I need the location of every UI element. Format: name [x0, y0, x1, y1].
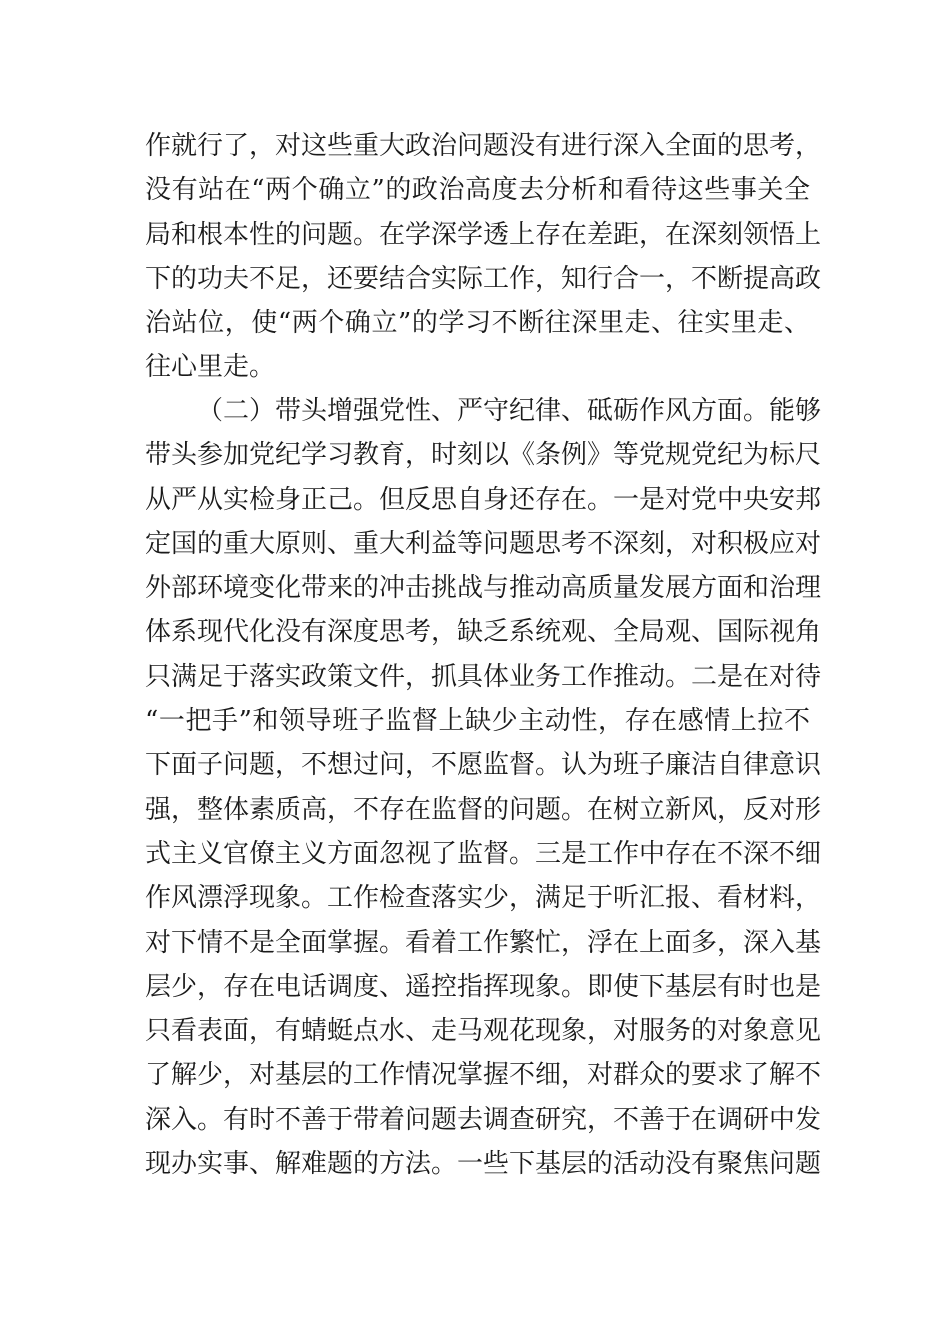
- text-line: 式主义官僚主义方面忽视了监督。三是工作中存在不深不细: [145, 838, 822, 869]
- paragraph-continued: [145, 124, 822, 390]
- text-line: 治站位，使“两个确立”的学习不断往深里走、往实里走、: [145, 308, 810, 339]
- text-line: 只满足于落实政策文件，抓具体业务工作推动。二是在对待: [145, 661, 822, 692]
- text-line: 只看表面，有蜻蜓点水、走马观花现象，对服务的对象意见: [145, 1016, 822, 1047]
- text-line: 现办实事、解难题的方法。一些下基层的活动没有聚焦问题: [145, 1149, 822, 1180]
- text-line: 强，整体素质高，不存在监督的问题。在树立新风，反对形: [145, 794, 822, 825]
- text-line: 外部环境变化带来的冲击挑战与推动高质量发展方面和治理: [145, 573, 822, 604]
- text-line: 体系现代化没有深度思考，缺乏系统观、全局观、国际视角: [145, 617, 822, 648]
- text-line: 作就行了，对这些重大政治问题没有进行深入全面的思考，: [145, 131, 822, 161]
- text-line: 层少，存在电话调度、遥控指挥现象。即使下基层有时也是: [145, 971, 822, 1002]
- section-heading-line: （二）带头增强党性、严守纪律、砥砺作风方面。能够: [197, 396, 822, 426]
- text-line: 往心里走。: [145, 352, 276, 383]
- text-line: 定国的重大原则、重大利益等问题思考不深刻，对积极应对: [145, 528, 822, 559]
- text-line: 没有站在“两个确立”的政治高度去分析和看待这些事关全: [145, 175, 810, 206]
- text-line: 作风漂浮现象。工作检查落实少，满足于听汇报、看材料，: [145, 883, 822, 914]
- text-line: 对下情不是全面掌握。看着工作繁忙，浮在上面多，深入基: [145, 927, 822, 958]
- text-line: 从严从实检身正己。但反思自身还存在。一是对党中央安邦: [145, 484, 822, 515]
- text-line: 了解少，对基层的工作情况掌握不细，对群众的要求了解不: [145, 1060, 822, 1091]
- text-line: 带头参加党纪学习教育，时刻以《条例》等党规党纪为标尺: [145, 440, 822, 471]
- paragraph-section-two: [145, 389, 822, 1186]
- text-line: 下的功夫不足，还要结合实际工作，知行合一，不断提高政: [145, 263, 822, 294]
- text-line: “一把手”和领导班子监督上缺少主动性，存在感情上拉不: [145, 706, 810, 737]
- text-line: 局和根本性的问题。在学深学透上存在差距，在深刻领悟上: [145, 219, 822, 250]
- text-line: 深入。有时不善于带着问题去调查研究，不善于在调研中发: [145, 1104, 822, 1135]
- text-line: 下面子问题，不想过问，不愿监督。认为班子廉洁自律意识: [145, 750, 822, 781]
